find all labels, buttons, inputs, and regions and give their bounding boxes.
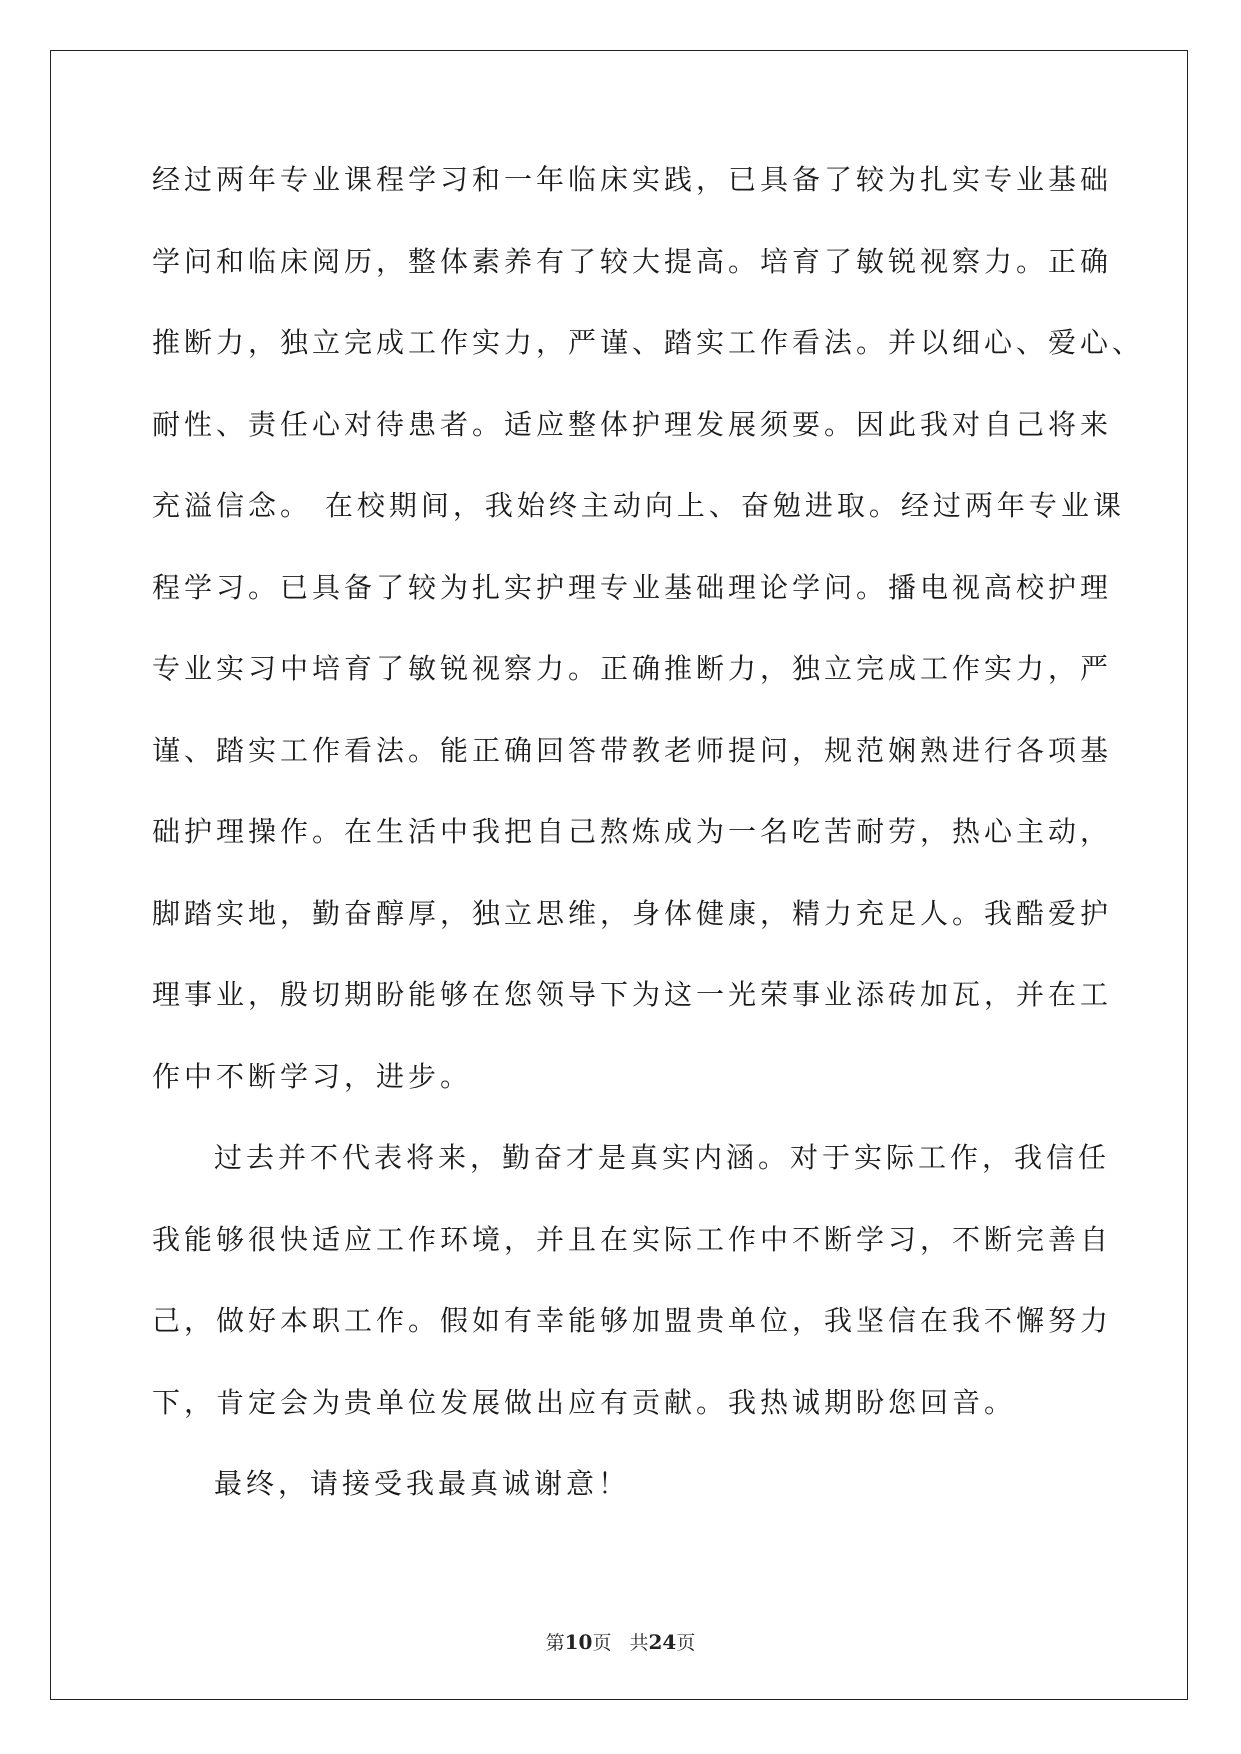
text-line: 脚踏实地，勤奋醇厚，独立思维，身体健康，精力充足人。我酷爱护 xyxy=(152,896,1113,930)
page-prefix: 第 xyxy=(545,1632,565,1654)
text-line: 己，做好本职工作。假如有幸能够加盟贵单位，我坚信在我不懈努力 xyxy=(152,1304,1113,1337)
total-pages: 24 xyxy=(648,1630,677,1654)
text-line: 我能够很快适应工作环境，并且在实际工作中不断学习，不断完善自 xyxy=(152,1222,1113,1256)
page-number: 10 xyxy=(564,1630,593,1654)
text-line: 学问和临床阅历，整体素养有了较大提高。培育了敏锐视察力。正确 xyxy=(152,244,1113,278)
text-line: 专业实习中培育了敏锐视察力。正确推断力，独立完成工作实力，严 xyxy=(152,652,1113,685)
text-line: 理事业，殷切期盼能够在您领导下为这一光荣事业添砖加瓦，并在工 xyxy=(152,978,1113,1011)
document-body xyxy=(152,162,1145,1548)
text-line: 础护理操作。在生活中我把自己熬炼成为一名吃苦耐劳，热心主动， xyxy=(152,815,1113,848)
text-line: 经过两年专业课程学习和一年临床实践，已具备了较为扎实专业基础 xyxy=(152,163,1113,196)
text-line: 最终，请接受我最真诚谢意！ xyxy=(214,1467,631,1500)
text-line: 充溢信念。 在校期间，我始终主动向上、奋勉进取。经过两年专业课 xyxy=(152,489,1125,522)
text-line: 谨、踏实工作看法。能正确回答带教老师提问，规范娴熟进行各项基 xyxy=(152,733,1113,767)
total-prefix: 共 xyxy=(629,1632,649,1654)
text-line: 作中不断学习，进步。 xyxy=(152,1059,473,1093)
page-footer xyxy=(0,1628,1241,1655)
text-line: 耐性、责任心对待患者。适应整体护理发展须要。因此我对自己将来 xyxy=(152,407,1113,441)
text-line: 下，肯定会为贵单位发展做出应有贡献。我热诚期盼您回音。 xyxy=(152,1385,1017,1419)
page-suffix: 页 xyxy=(592,1632,612,1654)
total-suffix: 页 xyxy=(676,1632,696,1654)
text-line: 过去并不代表将来，勤奋才是真实内涵。对于实际工作，我信任 xyxy=(214,1141,1111,1174)
text-line: 程学习。已具备了较为扎实护理专业基础理论学问。播电视高校护理 xyxy=(152,570,1113,604)
text-line: 推断力，独立完成工作实力，严谨、踏实工作看法。并以细心、爱心、 xyxy=(152,326,1145,359)
